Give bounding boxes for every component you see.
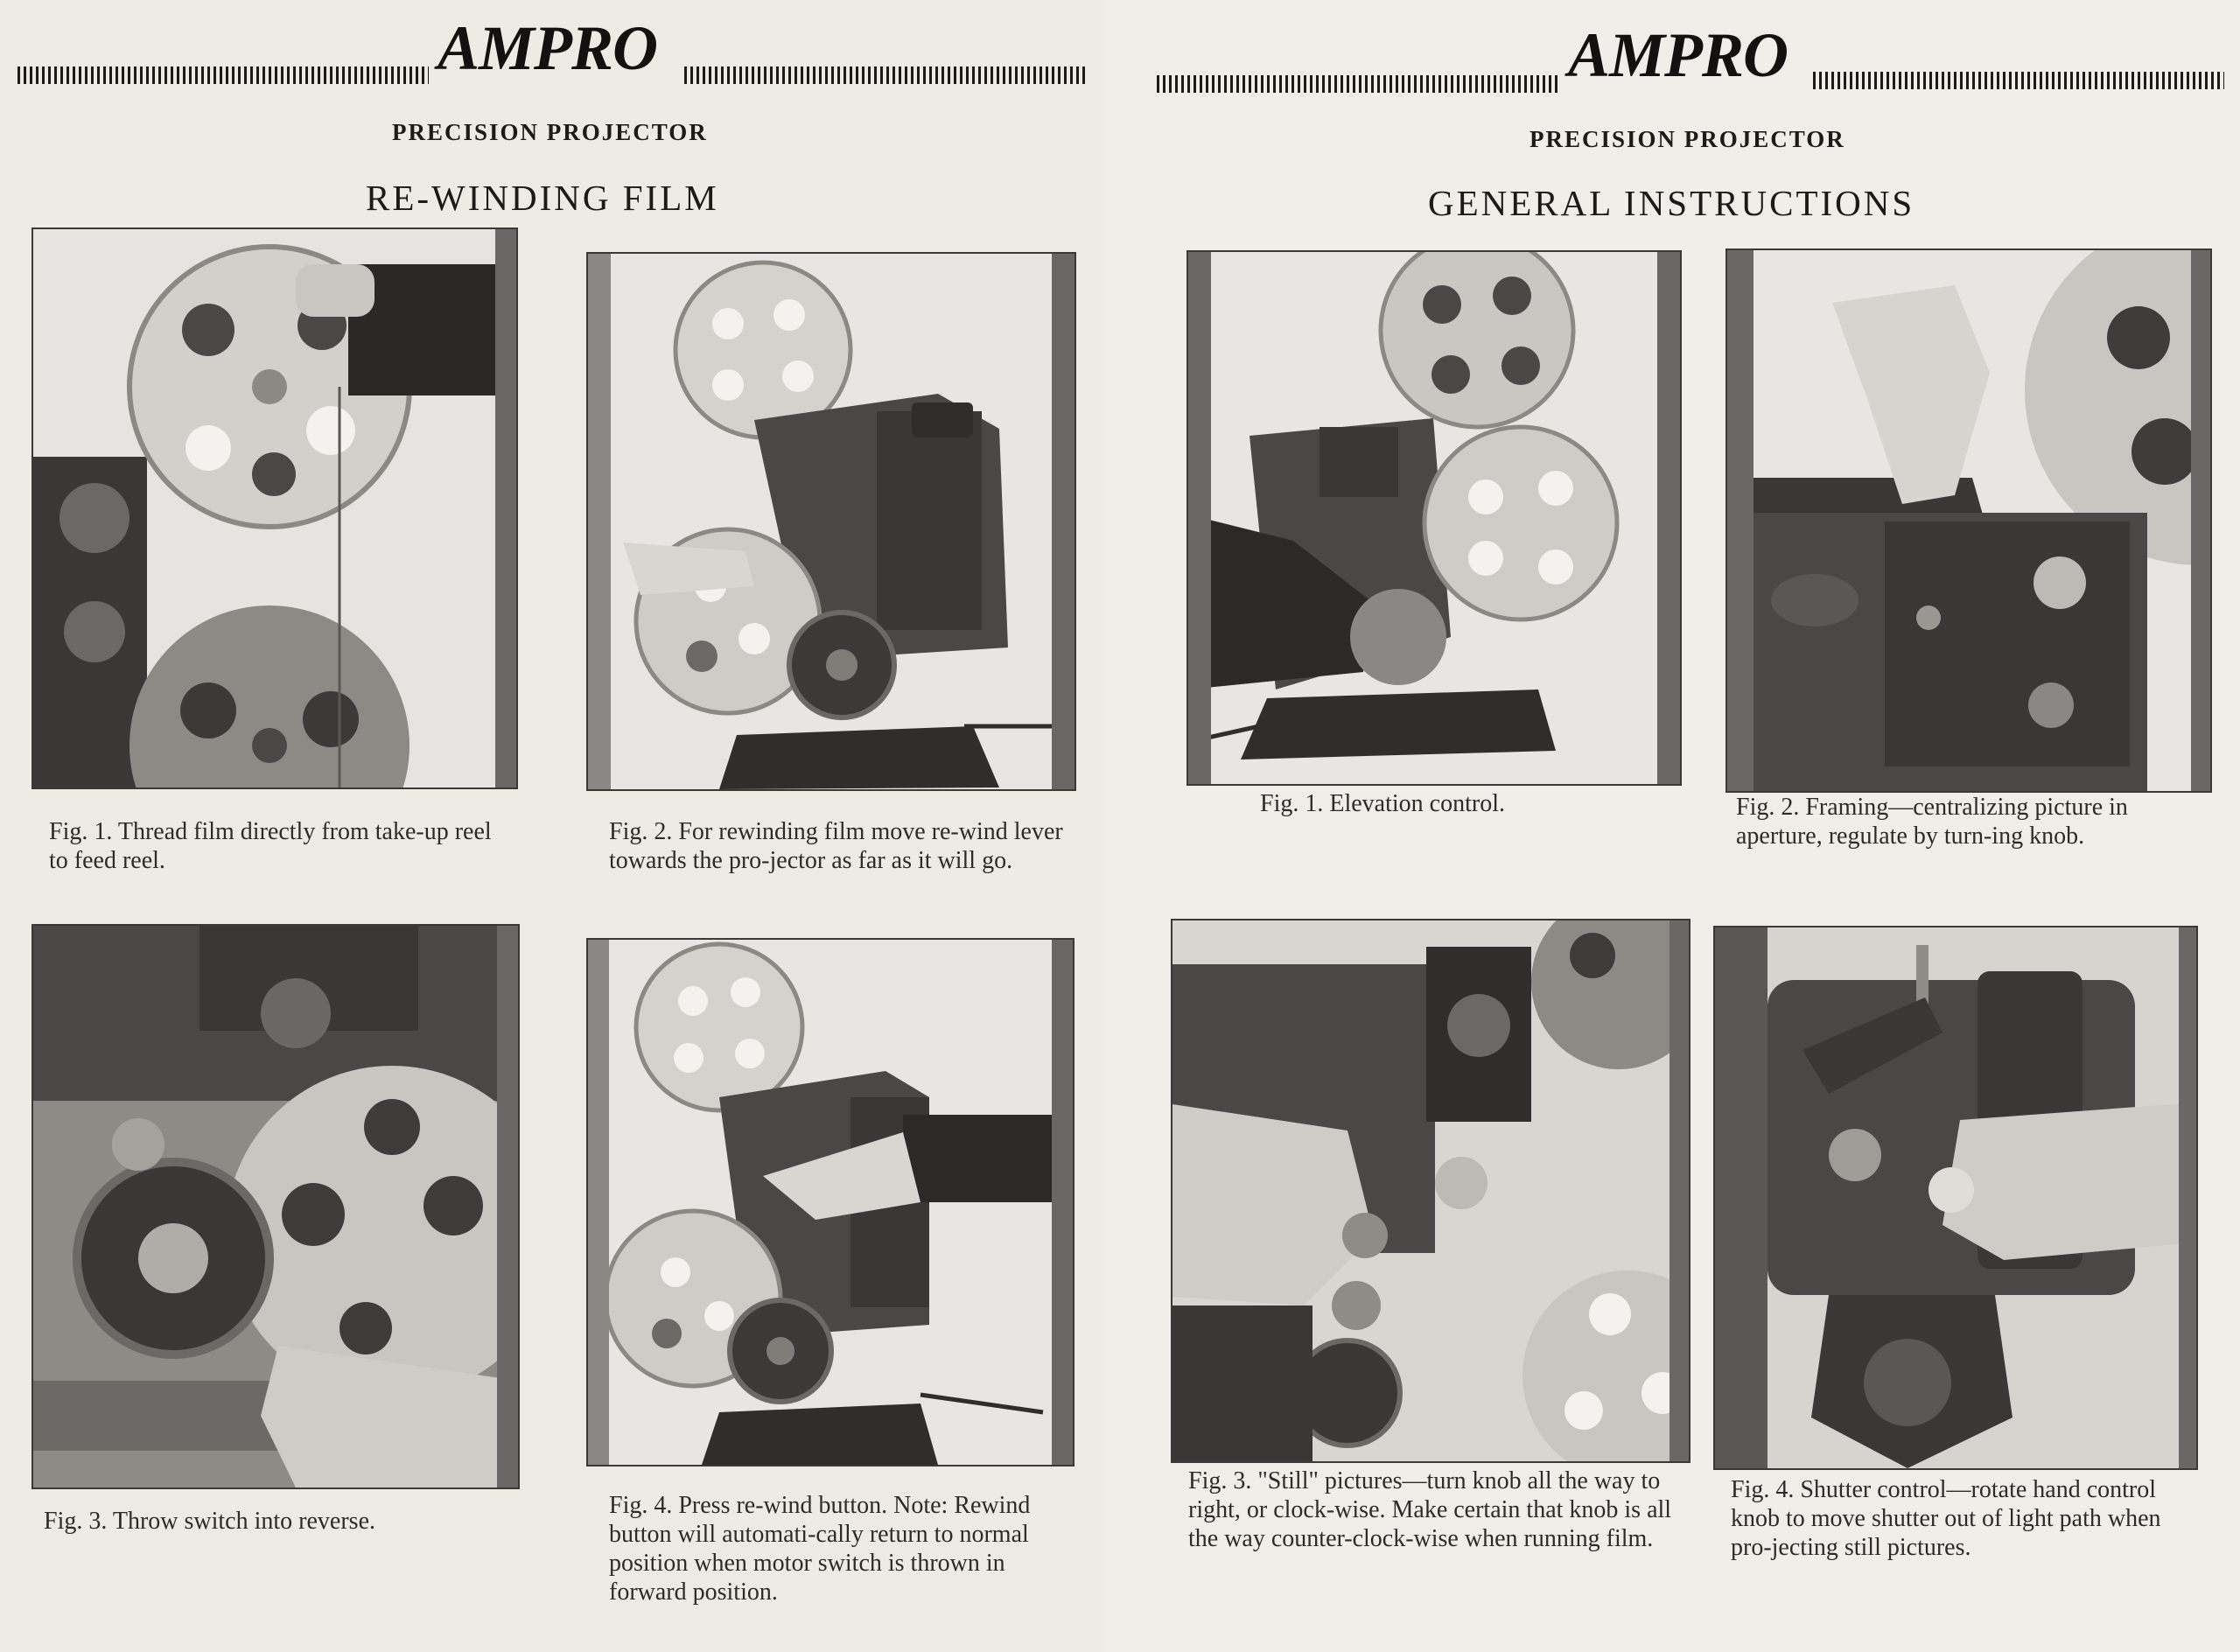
left-fig-1-photo — [32, 228, 518, 789]
left-fig-4-label: Fig. 4. — [609, 1492, 673, 1519]
left-section-title: RE-WINDING FILM — [366, 178, 719, 218]
right-fig-2-label: Fig. 2. — [1736, 794, 1800, 821]
left-fig-2-label: Fig. 2. — [609, 818, 673, 845]
right-section-title: GENERAL INSTRUCTIONS — [1428, 183, 1915, 223]
right-fig-4-photo — [1713, 926, 2198, 1470]
left-header-rule-left — [18, 66, 429, 84]
left-header-rule-right — [684, 66, 1087, 84]
left-fig-1-caption — [49, 817, 504, 875]
right-fig-3-photo — [1171, 919, 1690, 1463]
left-fig-3-text: Throw switch into reverse. — [112, 1508, 375, 1535]
right-fig-2-photo — [1726, 248, 2212, 793]
right-fig-2-caption — [1736, 793, 2208, 850]
left-fig-4-caption — [609, 1491, 1082, 1606]
left-fig-2-photo — [586, 252, 1076, 791]
right-fig-3-label: Fig. 3. — [1188, 1467, 1252, 1494]
left-fig-3-label: Fig. 3. — [44, 1508, 108, 1535]
left-fig-3-photo — [32, 924, 520, 1489]
right-fig-1-caption — [1260, 789, 1662, 818]
left-brand-logo: AMPRO — [438, 13, 658, 83]
right-header — [1104, 0, 2240, 152]
left-fig-3-caption — [44, 1507, 534, 1536]
right-subtitle: PRECISION PROJECTOR — [1530, 126, 1845, 152]
left-fig-1-text: Thread film directly from take-up reel to feed reel. — [49, 818, 492, 874]
left-fig-1-label: Fig. 1. — [49, 818, 113, 845]
right-header-rule-left — [1157, 75, 1559, 93]
right-page — [1104, 0, 2240, 1652]
left-subtitle: PRECISION PROJECTOR — [392, 119, 708, 145]
right-fig-1-photo — [1186, 250, 1682, 786]
right-fig-3-caption — [1188, 1466, 1678, 1553]
right-brand-logo: AMPRO — [1568, 20, 1788, 90]
right-fig-4-label: Fig. 4. — [1731, 1476, 1795, 1503]
right-fig-3-text: "Still" pictures—turn knob all the way to right, or clock-wise. Make certain that knob is all the way counter-clock-wise when running film. — [1188, 1467, 1672, 1552]
left-header — [0, 0, 1104, 145]
right-fig-1-label: Fig. 1. — [1260, 790, 1324, 817]
right-fig-2-text: Framing—centralizing picture in aperture, regulate by turn-ing knob. — [1736, 794, 2128, 850]
right-fig-4-text: Shutter control—rotate hand control knob to move shutter out of light path when pro-jecting still pictures. — [1731, 1476, 2161, 1561]
left-fig-2-caption — [609, 817, 1064, 875]
left-page — [0, 0, 1104, 1652]
right-fig-4-caption — [1731, 1475, 2203, 1562]
left-fig-4-text: Press re-wind button. Note: Rewind button will automati-cally return to normal position when motor switch is thrown in forward position. — [609, 1492, 1031, 1606]
left-fig-4-photo — [586, 938, 1074, 1466]
left-fig-2-text: For rewinding film move re-wind lever towards the pro-jector as far as it will go. — [609, 818, 1063, 874]
right-fig-1-text: Elevation control. — [1329, 790, 1505, 817]
right-header-rule-right — [1813, 72, 2224, 89]
